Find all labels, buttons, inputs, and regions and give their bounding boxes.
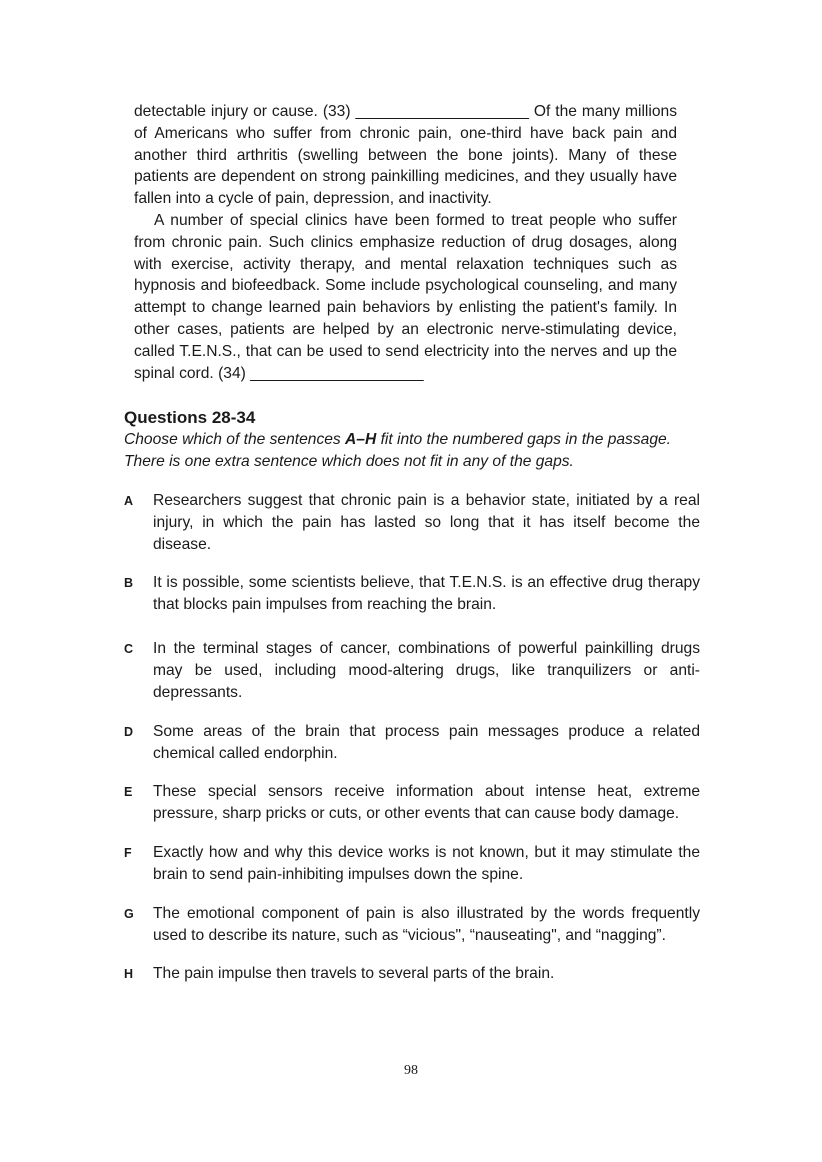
passage-paragraph: A number of special clinics have been formed to treat people who suffer from chronic pain. Such clinics emphasize reduction of drug dosages, along with exercise, activity therapy, and mental relaxation techniques such as hypnosis and biofeedback. Some include psychological counseling, and many attempt to change learned pain behaviors by enlisting the patient's family. In other cases, patients are helped by an electronic nerve-stimulating device, called T.E.N.S., that can be used to send electricity into the nerves and up the spinal cord. (34) ____________________ (134, 211, 677, 382)
option-e (124, 781, 700, 825)
option-b (124, 572, 700, 616)
page-number: 98 (404, 1063, 418, 1078)
option-text: Exactly how and why this device works is not known, but it may stimulate the brain to send pain-inhibiting impulses down the spine. (153, 844, 700, 883)
option-text: These special sensors receive information about intense heat, extreme pressure, sharp pricks or cuts, or other events that can cause body damage. (153, 783, 700, 822)
option-letter: A (124, 494, 134, 508)
questions-header (124, 407, 700, 473)
option-f (124, 842, 700, 886)
instruction-text: fit into the numbered gaps in the passage. There is one extra sentence which does not fit in any of the gaps. (124, 431, 671, 470)
option-d (124, 721, 700, 765)
reading-passage (134, 101, 677, 384)
option-letter: C (124, 642, 134, 656)
option-letter: B (124, 576, 134, 590)
passage-paragraph: detectable injury or cause. (33) ____________________ Of the many millions of Americans who suffer from chronic pain, one-third have back pain and another third arthritis (swelling between the bone joints). Many of these patients are dependent on strong painkilling medicines, and they usually have fallen into a cycle of pain, depression, and inactivity. (134, 103, 677, 208)
option-text: The emotional component of pain is also illustrated by the words frequently used to describe its nature, such as “vicious", “nauseating", and “nagging”. (153, 905, 700, 944)
option-letter: E (124, 785, 133, 799)
questions-title: Questions 28-34 (124, 408, 256, 427)
questions-instruction (124, 429, 700, 473)
instruction-range: A–H (345, 431, 377, 448)
option-letter: D (124, 725, 134, 739)
option-text: It is possible, some scientists believe, that T.E.N.S. is an effective drug therapy that blocks pain impulses from reaching the brain. (153, 574, 700, 613)
option-letter: F (124, 846, 132, 860)
option-text: In the terminal stages of cancer, combinations of powerful painkilling drugs may be used, including mood-altering drugs, like tranquilizers or anti-depressants. (153, 640, 700, 701)
option-c (124, 638, 700, 703)
option-text: Some areas of the brain that process pain messages produce a related chemical called endorphin. (153, 723, 700, 762)
instruction-text: Choose which of the sentences (124, 431, 346, 448)
option-g (124, 903, 700, 947)
option-text: Researchers suggest that chronic pain is a behavior state, initiated by a real injury, in which the pain has lasted so long that it has itself become the disease. (153, 492, 700, 553)
option-letter: H (124, 967, 134, 981)
option-letter: G (124, 907, 134, 921)
option-text: The pain impulse then travels to several parts of the brain. (153, 965, 555, 982)
option-h (124, 963, 700, 985)
option-a (124, 490, 700, 555)
